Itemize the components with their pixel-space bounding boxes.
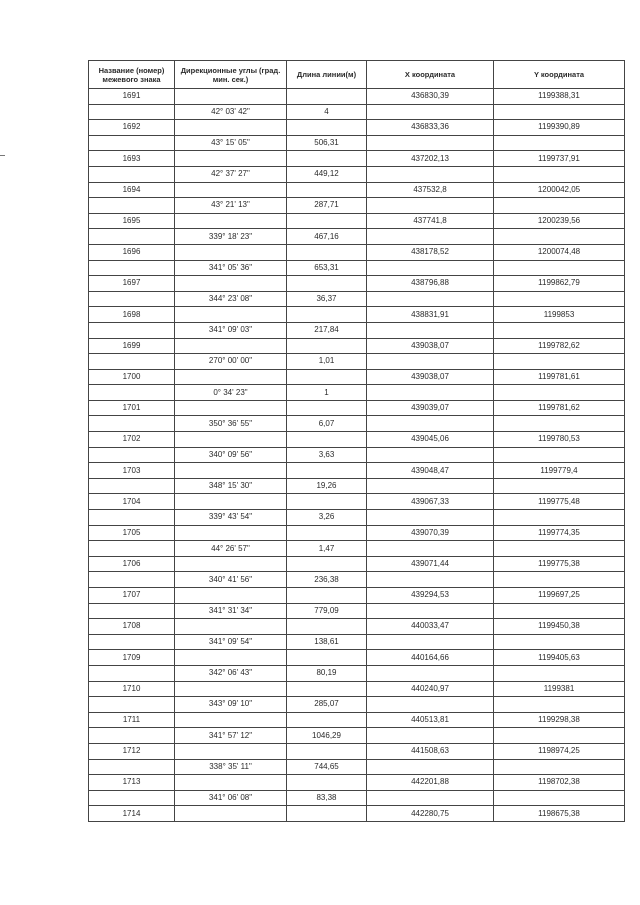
margin-mark <box>0 155 5 156</box>
x-cell-empty <box>367 260 494 276</box>
table-row <box>89 665 625 681</box>
name-cell-empty <box>89 166 175 182</box>
table-row <box>89 307 625 323</box>
angle-cell-empty <box>175 588 287 604</box>
angle-cell-empty <box>175 213 287 229</box>
point-x: 442201,88 <box>367 775 494 791</box>
angle-cell-empty <box>175 151 287 167</box>
point-x: 437741,8 <box>367 213 494 229</box>
header-name: Название (номер) межевого знака <box>89 61 175 89</box>
point-y: 1199781,62 <box>494 400 625 416</box>
point-name: 1712 <box>89 743 175 759</box>
point-x: 440164,66 <box>367 650 494 666</box>
point-name: 1692 <box>89 120 175 136</box>
segment-angle: 350° 36' 55" <box>175 416 287 432</box>
table-body <box>89 89 625 822</box>
point-x: 440513,81 <box>367 712 494 728</box>
point-x: 439045,06 <box>367 432 494 448</box>
angle-cell-empty <box>175 400 287 416</box>
length-cell-empty <box>287 182 367 198</box>
segment-angle: 43° 21' 13" <box>175 198 287 214</box>
length-cell-empty <box>287 120 367 136</box>
length-cell-empty <box>287 525 367 541</box>
point-y: 1199781,61 <box>494 369 625 385</box>
y-cell-empty <box>494 135 625 151</box>
segment-length: 6,07 <box>287 416 367 432</box>
point-name: 1702 <box>89 432 175 448</box>
point-x: 439071,44 <box>367 556 494 572</box>
name-cell-empty <box>89 354 175 370</box>
length-cell-empty <box>287 588 367 604</box>
point-y: 1199853 <box>494 307 625 323</box>
angle-cell-empty <box>175 463 287 479</box>
table-row <box>89 556 625 572</box>
point-x: 440240,97 <box>367 681 494 697</box>
length-cell-empty <box>287 307 367 323</box>
length-cell-empty <box>287 89 367 105</box>
length-cell-empty <box>287 775 367 791</box>
table-row <box>89 369 625 385</box>
y-cell-empty <box>494 603 625 619</box>
name-cell-empty <box>89 447 175 463</box>
y-cell-empty <box>494 354 625 370</box>
segment-length: 744,65 <box>287 759 367 775</box>
point-x: 439070,39 <box>367 525 494 541</box>
point-y: 1199775,48 <box>494 494 625 510</box>
y-cell-empty <box>494 728 625 744</box>
table-row <box>89 525 625 541</box>
segment-angle: 339° 18' 23" <box>175 229 287 245</box>
x-cell-empty <box>367 229 494 245</box>
table-row <box>89 198 625 214</box>
point-x: 439294,53 <box>367 588 494 604</box>
segment-length: 3,26 <box>287 510 367 526</box>
x-cell-empty <box>367 697 494 713</box>
table-row <box>89 244 625 260</box>
point-name: 1703 <box>89 463 175 479</box>
segment-angle: 340° 41' 56" <box>175 572 287 588</box>
segment-angle: 348° 15' 30" <box>175 478 287 494</box>
table-row <box>89 588 625 604</box>
segment-length: 653,31 <box>287 260 367 276</box>
point-y: 1199737,91 <box>494 151 625 167</box>
angle-cell-empty <box>175 806 287 822</box>
length-cell-empty <box>287 369 367 385</box>
table-row <box>89 759 625 775</box>
table-row <box>89 104 625 120</box>
angle-cell-empty <box>175 712 287 728</box>
point-x: 440033,47 <box>367 619 494 635</box>
angle-cell-empty <box>175 276 287 292</box>
table-row <box>89 447 625 463</box>
segment-length: 1,47 <box>287 541 367 557</box>
segment-angle: 342° 06' 43" <box>175 665 287 681</box>
y-cell-empty <box>494 166 625 182</box>
point-name: 1698 <box>89 307 175 323</box>
name-cell-empty <box>89 260 175 276</box>
y-cell-empty <box>494 291 625 307</box>
name-cell-empty <box>89 478 175 494</box>
table-row <box>89 510 625 526</box>
point-x: 438831,91 <box>367 307 494 323</box>
name-cell-empty <box>89 603 175 619</box>
angle-cell-empty <box>175 556 287 572</box>
angle-cell-empty <box>175 120 287 136</box>
length-cell-empty <box>287 463 367 479</box>
point-name: 1695 <box>89 213 175 229</box>
table-row <box>89 432 625 448</box>
point-name: 1705 <box>89 525 175 541</box>
point-x: 438178,52 <box>367 244 494 260</box>
y-cell-empty <box>494 478 625 494</box>
angle-cell-empty <box>175 619 287 635</box>
point-name: 1710 <box>89 681 175 697</box>
table-row <box>89 806 625 822</box>
point-name: 1691 <box>89 89 175 105</box>
name-cell-empty <box>89 541 175 557</box>
table-row <box>89 354 625 370</box>
length-cell-empty <box>287 494 367 510</box>
name-cell-empty <box>89 759 175 775</box>
segment-length: 1,01 <box>287 354 367 370</box>
point-name: 1713 <box>89 775 175 791</box>
angle-cell-empty <box>175 525 287 541</box>
name-cell-empty <box>89 198 175 214</box>
point-x: 436833,36 <box>367 120 494 136</box>
name-cell-empty <box>89 634 175 650</box>
x-cell-empty <box>367 135 494 151</box>
header-length: Длина линии(м) <box>287 61 367 89</box>
length-cell-empty <box>287 681 367 697</box>
point-name: 1697 <box>89 276 175 292</box>
point-y: 1199381 <box>494 681 625 697</box>
x-cell-empty <box>367 385 494 401</box>
x-cell-empty <box>367 510 494 526</box>
table-row <box>89 790 625 806</box>
angle-cell-empty <box>175 307 287 323</box>
segment-angle: 341° 31' 34" <box>175 603 287 619</box>
point-y: 1199780,53 <box>494 432 625 448</box>
point-x: 439067,33 <box>367 494 494 510</box>
segment-angle: 42° 37' 27" <box>175 166 287 182</box>
table-row <box>89 322 625 338</box>
segment-length: 4 <box>287 104 367 120</box>
segment-length: 285,07 <box>287 697 367 713</box>
table-row <box>89 541 625 557</box>
y-cell-empty <box>494 697 625 713</box>
point-name: 1714 <box>89 806 175 822</box>
angle-cell-empty <box>175 494 287 510</box>
x-cell-empty <box>367 354 494 370</box>
table-row <box>89 151 625 167</box>
length-cell-empty <box>287 650 367 666</box>
y-cell-empty <box>494 260 625 276</box>
angle-cell-empty <box>175 775 287 791</box>
table-row <box>89 494 625 510</box>
point-x: 442280,75 <box>367 806 494 822</box>
point-y: 1199298,38 <box>494 712 625 728</box>
segment-length: 779,09 <box>287 603 367 619</box>
point-x: 436830,39 <box>367 89 494 105</box>
name-cell-empty <box>89 385 175 401</box>
segment-angle: 341° 57' 12" <box>175 728 287 744</box>
y-cell-empty <box>494 634 625 650</box>
x-cell-empty <box>367 198 494 214</box>
x-cell-empty <box>367 478 494 494</box>
point-name: 1696 <box>89 244 175 260</box>
y-cell-empty <box>494 322 625 338</box>
table-row <box>89 634 625 650</box>
y-cell-empty <box>494 229 625 245</box>
table-row <box>89 619 625 635</box>
length-cell-empty <box>287 432 367 448</box>
name-cell-empty <box>89 135 175 151</box>
table-row <box>89 478 625 494</box>
x-cell-empty <box>367 541 494 557</box>
point-y: 1199779,4 <box>494 463 625 479</box>
x-cell-empty <box>367 291 494 307</box>
point-name: 1699 <box>89 338 175 354</box>
length-cell-empty <box>287 806 367 822</box>
point-name: 1701 <box>89 400 175 416</box>
table-row <box>89 728 625 744</box>
segment-angle: 343° 09' 10" <box>175 697 287 713</box>
segment-length: 1046,29 <box>287 728 367 744</box>
table-row <box>89 650 625 666</box>
length-cell-empty <box>287 244 367 260</box>
length-cell-empty <box>287 743 367 759</box>
name-cell-empty <box>89 104 175 120</box>
angle-cell-empty <box>175 650 287 666</box>
table-row <box>89 603 625 619</box>
header-angle: Дирекционные углы (град. мин. сек.) <box>175 61 287 89</box>
segment-angle: 338° 35' 11" <box>175 759 287 775</box>
point-y: 1199782,62 <box>494 338 625 354</box>
table-row <box>89 697 625 713</box>
name-cell-empty <box>89 728 175 744</box>
x-cell-empty <box>367 416 494 432</box>
length-cell-empty <box>287 151 367 167</box>
x-cell-empty <box>367 166 494 182</box>
point-y: 1199862,79 <box>494 276 625 292</box>
segment-angle: 270° 00' 00" <box>175 354 287 370</box>
table-row <box>89 712 625 728</box>
y-cell-empty <box>494 385 625 401</box>
table-row <box>89 572 625 588</box>
angle-cell-empty <box>175 244 287 260</box>
segment-angle: 0° 34' 23" <box>175 385 287 401</box>
point-y: 1199697,25 <box>494 588 625 604</box>
x-cell-empty <box>367 728 494 744</box>
segment-angle: 42° 03' 42" <box>175 104 287 120</box>
name-cell-empty <box>89 790 175 806</box>
header-x: X координата <box>367 61 494 89</box>
segment-length: 236,38 <box>287 572 367 588</box>
point-x: 437202,13 <box>367 151 494 167</box>
table-row <box>89 463 625 479</box>
point-y: 1200074,48 <box>494 244 625 260</box>
angle-cell-empty <box>175 89 287 105</box>
x-cell-empty <box>367 447 494 463</box>
point-name: 1700 <box>89 369 175 385</box>
point-y: 1198702,38 <box>494 775 625 791</box>
y-cell-empty <box>494 104 625 120</box>
length-cell-empty <box>287 213 367 229</box>
table-row <box>89 743 625 759</box>
angle-cell-empty <box>175 743 287 759</box>
x-cell-empty <box>367 603 494 619</box>
segment-length: 506,31 <box>287 135 367 151</box>
point-name: 1711 <box>89 712 175 728</box>
segment-angle: 339° 43' 54" <box>175 510 287 526</box>
segment-angle: 344° 23' 08" <box>175 291 287 307</box>
point-x: 439039,07 <box>367 400 494 416</box>
point-name: 1693 <box>89 151 175 167</box>
point-x: 439038,07 <box>367 338 494 354</box>
segment-angle: 341° 09' 54" <box>175 634 287 650</box>
point-y: 1199774,35 <box>494 525 625 541</box>
x-cell-empty <box>367 759 494 775</box>
segment-length: 449,12 <box>287 166 367 182</box>
name-cell-empty <box>89 291 175 307</box>
segment-angle: 341° 05' 36" <box>175 260 287 276</box>
point-name: 1708 <box>89 619 175 635</box>
x-cell-empty <box>367 572 494 588</box>
angle-cell-empty <box>175 338 287 354</box>
header-row <box>89 61 625 89</box>
table-row <box>89 416 625 432</box>
name-cell-empty <box>89 665 175 681</box>
segment-length: 80,19 <box>287 665 367 681</box>
segment-angle: 340° 09' 56" <box>175 447 287 463</box>
header-y: Y координата <box>494 61 625 89</box>
table-row <box>89 681 625 697</box>
length-cell-empty <box>287 338 367 354</box>
point-x: 441508,63 <box>367 743 494 759</box>
name-cell-empty <box>89 572 175 588</box>
length-cell-empty <box>287 276 367 292</box>
segment-length: 217,84 <box>287 322 367 338</box>
table-row <box>89 338 625 354</box>
x-cell-empty <box>367 104 494 120</box>
point-name: 1706 <box>89 556 175 572</box>
point-x: 439038,07 <box>367 369 494 385</box>
segment-angle: 341° 06' 08" <box>175 790 287 806</box>
table-row <box>89 276 625 292</box>
name-cell-empty <box>89 322 175 338</box>
point-y: 1200239,56 <box>494 213 625 229</box>
table-row <box>89 213 625 229</box>
length-cell-empty <box>287 556 367 572</box>
y-cell-empty <box>494 541 625 557</box>
y-cell-empty <box>494 416 625 432</box>
table-row <box>89 89 625 105</box>
point-y: 1198974,25 <box>494 743 625 759</box>
point-y: 1199450,38 <box>494 619 625 635</box>
table-row <box>89 166 625 182</box>
y-cell-empty <box>494 572 625 588</box>
table-row <box>89 385 625 401</box>
length-cell-empty <box>287 712 367 728</box>
point-name: 1707 <box>89 588 175 604</box>
segment-length: 1 <box>287 385 367 401</box>
angle-cell-empty <box>175 432 287 448</box>
name-cell-empty <box>89 510 175 526</box>
boundary-coordinates-table <box>88 60 625 822</box>
segment-length: 19,26 <box>287 478 367 494</box>
point-y: 1200042,05 <box>494 182 625 198</box>
name-cell-empty <box>89 416 175 432</box>
segment-length: 138,61 <box>287 634 367 650</box>
table-row <box>89 260 625 276</box>
y-cell-empty <box>494 198 625 214</box>
segment-length: 36,37 <box>287 291 367 307</box>
angle-cell-empty <box>175 182 287 198</box>
angle-cell-empty <box>175 369 287 385</box>
x-cell-empty <box>367 634 494 650</box>
y-cell-empty <box>494 510 625 526</box>
table-row <box>89 291 625 307</box>
length-cell-empty <box>287 619 367 635</box>
segment-length: 287,71 <box>287 198 367 214</box>
point-y: 1199388,31 <box>494 89 625 105</box>
length-cell-empty <box>287 400 367 416</box>
segment-length: 83,38 <box>287 790 367 806</box>
segment-angle: 341° 09' 03" <box>175 322 287 338</box>
point-name: 1709 <box>89 650 175 666</box>
angle-cell-empty <box>175 681 287 697</box>
x-cell-empty <box>367 322 494 338</box>
segment-length: 3,63 <box>287 447 367 463</box>
y-cell-empty <box>494 790 625 806</box>
y-cell-empty <box>494 447 625 463</box>
table-row <box>89 775 625 791</box>
x-cell-empty <box>367 665 494 681</box>
point-name: 1704 <box>89 494 175 510</box>
name-cell-empty <box>89 229 175 245</box>
table-row <box>89 400 625 416</box>
table-row <box>89 120 625 136</box>
point-y: 1198675,38 <box>494 806 625 822</box>
table-row <box>89 182 625 198</box>
segment-length: 467,16 <box>287 229 367 245</box>
boundary-coordinates-table-wrap <box>88 60 624 822</box>
x-cell-empty <box>367 790 494 806</box>
segment-angle: 43° 15' 05" <box>175 135 287 151</box>
y-cell-empty <box>494 665 625 681</box>
table-row <box>89 229 625 245</box>
point-y: 1199775,38 <box>494 556 625 572</box>
point-y: 1199390,89 <box>494 120 625 136</box>
point-x: 437532,8 <box>367 182 494 198</box>
point-x: 439048,47 <box>367 463 494 479</box>
name-cell-empty <box>89 697 175 713</box>
y-cell-empty <box>494 759 625 775</box>
table-row <box>89 135 625 151</box>
segment-angle: 44° 26' 57" <box>175 541 287 557</box>
point-x: 438796,88 <box>367 276 494 292</box>
point-y: 1199405,63 <box>494 650 625 666</box>
point-name: 1694 <box>89 182 175 198</box>
